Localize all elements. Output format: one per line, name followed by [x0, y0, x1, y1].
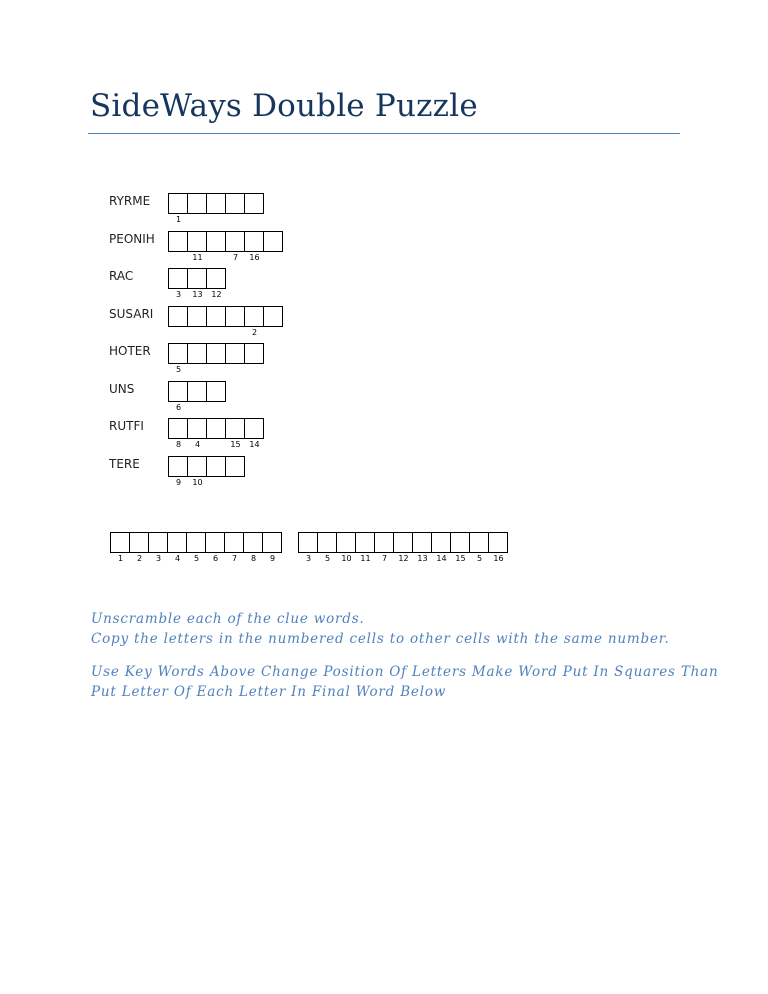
cell-number: 9 — [175, 478, 182, 487]
letter-cell[interactable] — [168, 343, 188, 374]
cell-number: 5 — [175, 365, 182, 374]
instruction-line-3: Use Key Words Above Change Position Of Letters Make Word Put In Squares Than — [91, 664, 719, 680]
cell-number: 3 — [175, 290, 182, 299]
final-letter-cell[interactable] — [450, 532, 470, 563]
letter-cell[interactable] — [206, 306, 226, 327]
cell-number: 7 — [232, 253, 239, 262]
letter-cell[interactable] — [206, 456, 226, 477]
final-letter-cell[interactable] — [393, 532, 413, 563]
cell-number: 6 — [212, 554, 219, 563]
cell-number: 1 — [175, 215, 182, 224]
final-letter-cell[interactable] — [243, 532, 263, 563]
cell-number: 8 — [250, 554, 257, 563]
final-letter-cell[interactable] — [129, 532, 149, 563]
cell-number: 5 — [476, 554, 483, 563]
final-word-2 — [298, 532, 508, 563]
clue-cells — [168, 193, 264, 224]
cell-number: 7 — [231, 554, 238, 563]
final-letter-cell[interactable] — [186, 532, 206, 563]
letter-cell[interactable] — [225, 306, 245, 327]
clue-cells — [168, 456, 245, 487]
letter-cell[interactable] — [206, 418, 226, 439]
cell-number: 16 — [249, 253, 260, 262]
cell-number: 13 — [417, 554, 428, 563]
final-letter-cell[interactable] — [488, 532, 508, 563]
cell-number: 15 — [230, 440, 241, 449]
final-word-1 — [110, 532, 282, 563]
cell-number: 14 — [249, 440, 260, 449]
final-letter-cell[interactable] — [336, 532, 356, 563]
final-letter-cell[interactable] — [110, 532, 130, 563]
clue-word: RUTFI — [109, 419, 144, 433]
letter-cell[interactable] — [244, 193, 264, 214]
letter-cell[interactable] — [244, 343, 264, 364]
cell-number: 3 — [305, 554, 312, 563]
cell-number: 1 — [117, 554, 124, 563]
final-letter-cell[interactable] — [205, 532, 225, 563]
letter-cell[interactable] — [225, 343, 245, 364]
cell-number: 7 — [381, 554, 388, 563]
cell-number: 9 — [269, 554, 276, 563]
letter-cell[interactable] — [225, 193, 245, 214]
letter-cell[interactable] — [263, 306, 283, 327]
letter-cell[interactable] — [187, 306, 207, 327]
letter-cell[interactable] — [263, 231, 283, 252]
cell-number: 10 — [341, 554, 352, 563]
cell-number: 13 — [192, 290, 203, 299]
instruction-line-1: Unscramble each of the clue words. — [91, 611, 365, 627]
letter-cell[interactable] — [168, 418, 188, 449]
letter-cell[interactable] — [206, 268, 226, 299]
letter-cell[interactable] — [244, 231, 264, 262]
final-letter-cell[interactable] — [355, 532, 375, 563]
letter-cell[interactable] — [168, 268, 188, 299]
letter-cell[interactable] — [187, 456, 207, 487]
letter-cell[interactable] — [206, 231, 226, 252]
letter-cell[interactable] — [187, 268, 207, 299]
clue-cells — [168, 268, 226, 299]
letter-cell[interactable] — [168, 456, 188, 487]
clue-word: TERE — [109, 457, 140, 471]
letter-cell[interactable] — [187, 193, 207, 214]
clue-word: PEONIH — [109, 232, 155, 246]
cell-number: 4 — [194, 440, 201, 449]
cell-number: 11 — [192, 253, 203, 262]
instruction-line-2: Copy the letters in the numbered cells to other cells with the same number. — [91, 631, 670, 647]
final-letter-cell[interactable] — [148, 532, 168, 563]
letter-cell[interactable] — [168, 381, 188, 412]
cell-number: 2 — [136, 554, 143, 563]
clue-word: UNS — [109, 382, 135, 396]
clue-cells — [168, 343, 264, 374]
title-divider — [88, 133, 680, 134]
letter-cell[interactable] — [187, 343, 207, 364]
letter-cell[interactable] — [187, 381, 207, 402]
clue-word: RYRME — [109, 194, 151, 208]
final-letter-cell[interactable] — [412, 532, 432, 563]
cell-number: 11 — [360, 554, 371, 563]
clue-word: SUSARI — [109, 307, 154, 321]
final-letter-cell[interactable] — [431, 532, 451, 563]
cell-number: 6 — [175, 403, 182, 412]
final-letter-cell[interactable] — [167, 532, 187, 563]
letter-cell[interactable] — [244, 306, 264, 337]
cell-number: 2 — [251, 328, 258, 337]
clue-word: HOTER — [109, 344, 151, 358]
cell-number: 5 — [193, 554, 200, 563]
letter-cell[interactable] — [225, 231, 245, 262]
final-letter-cell[interactable] — [262, 532, 282, 563]
cell-number: 4 — [174, 554, 181, 563]
final-letter-cell[interactable] — [224, 532, 244, 563]
cell-number: 12 — [398, 554, 409, 563]
letter-cell[interactable] — [168, 231, 188, 252]
cell-number: 8 — [175, 440, 182, 449]
cell-number: 10 — [192, 478, 203, 487]
cell-number: 14 — [436, 554, 447, 563]
cell-number: 3 — [155, 554, 162, 563]
cell-number: 16 — [493, 554, 504, 563]
letter-cell[interactable] — [168, 193, 188, 224]
final-letter-cell[interactable] — [469, 532, 489, 563]
letter-cell[interactable] — [187, 231, 207, 262]
letter-cell[interactable] — [225, 456, 245, 477]
instruction-line-4: Put Letter Of Each Letter In Final Word Below — [91, 684, 447, 700]
letter-cell[interactable] — [225, 418, 245, 449]
clue-cells — [168, 381, 226, 412]
letter-cell[interactable] — [187, 418, 207, 449]
cell-number: 12 — [211, 290, 222, 299]
final-letter-cell[interactable] — [298, 532, 318, 563]
clue-cells — [168, 231, 283, 262]
clue-word: RAC — [109, 269, 134, 283]
final-letter-cell[interactable] — [317, 532, 337, 563]
cell-number: 5 — [324, 554, 331, 563]
clue-cells — [168, 418, 264, 449]
final-letter-cell[interactable] — [374, 532, 394, 563]
page-title: SideWays Double Puzzle — [90, 88, 478, 124]
letter-cell[interactable] — [206, 193, 226, 214]
letter-cell[interactable] — [206, 381, 226, 402]
cell-number: 15 — [455, 554, 466, 563]
letter-cell[interactable] — [206, 343, 226, 364]
letter-cell[interactable] — [244, 418, 264, 449]
clue-cells — [168, 306, 283, 337]
letter-cell[interactable] — [168, 306, 188, 327]
